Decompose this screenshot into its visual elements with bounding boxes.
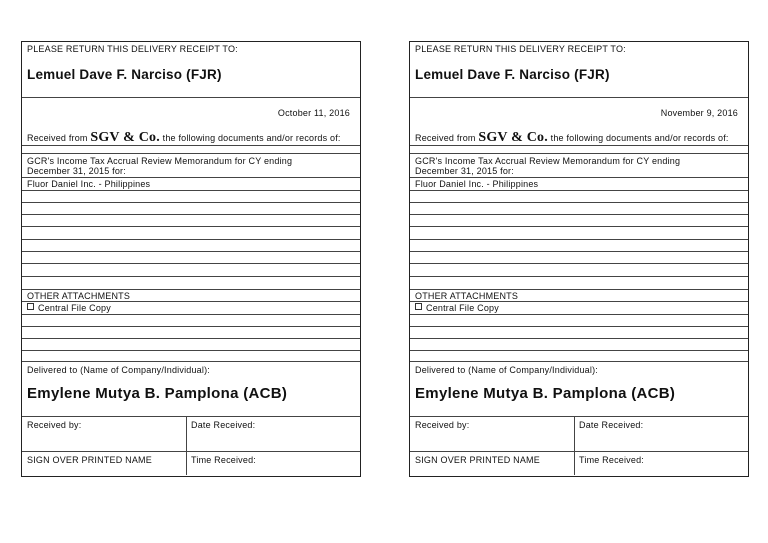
receipt-date: October 11, 2016 <box>277 108 350 118</box>
received-from-line <box>415 130 729 146</box>
blank-line <box>410 191 748 203</box>
sign-over-label: SIGN OVER PRINTED NAME <box>27 455 152 465</box>
return-to-name: Lemuel Dave F. Narciso (FJR) <box>27 67 222 82</box>
doc-row <box>410 178 748 191</box>
receipt-header: PLEASE RETURN THIS DELIVERY RECEIPT TO: <box>27 44 238 54</box>
sign-over-label: SIGN OVER PRINTED NAME <box>415 455 540 465</box>
doc-row <box>22 178 360 191</box>
date-section <box>22 98 360 146</box>
spacer-row <box>22 146 360 154</box>
return-to-section <box>410 42 748 98</box>
receipt-header: PLEASE RETURN THIS DELIVERY RECEIPT TO: <box>415 44 626 54</box>
received-from-prefix: Received from <box>415 133 476 143</box>
blank-line <box>410 351 748 362</box>
time-received-label: Time Received: <box>579 455 644 465</box>
attachment-item <box>415 303 499 313</box>
column-divider <box>574 452 575 475</box>
doc-line-3: Fluor Daniel Inc. - Philippines <box>415 179 539 189</box>
blank-line <box>22 215 360 227</box>
blank-line <box>410 240 748 252</box>
doc-line-2: December 31, 2015 for: <box>415 166 514 176</box>
blank-line <box>22 203 360 215</box>
attachment-item-label: Central File Copy <box>38 303 111 313</box>
blank-line <box>410 227 748 240</box>
blank-line <box>410 264 748 277</box>
received-by-row <box>410 417 748 452</box>
received-from-prefix: Received from <box>27 133 88 143</box>
received-by-label: Received by: <box>415 420 470 430</box>
doc-line-3: Fluor Daniel Inc. - Philippines <box>27 179 151 189</box>
blank-line <box>22 315 360 327</box>
return-to-name: Lemuel Dave F. Narciso (FJR) <box>415 67 610 82</box>
blank-line <box>410 327 748 339</box>
signature-row <box>410 452 748 475</box>
checkbox-icon <box>415 303 422 310</box>
blank-line <box>410 339 748 351</box>
received-by-label: Received by: <box>27 420 82 430</box>
other-attachments-label: OTHER ATTACHMENTS <box>27 291 131 301</box>
attachment-item <box>27 303 111 313</box>
time-received-label: Time Received: <box>191 455 256 465</box>
attachment-item-row <box>410 302 748 315</box>
blank-line <box>22 327 360 339</box>
delivery-receipt-right <box>409 41 749 477</box>
delivered-to-name: Emylene Mutya B. Pamplona (ACB) <box>27 385 288 402</box>
date-received-label: Date Received: <box>579 420 644 430</box>
blank-line <box>410 203 748 215</box>
blank-line <box>22 339 360 351</box>
doc-line-1: GCR's Income Tax Accrual Review Memorandum for CY ending <box>27 156 293 166</box>
doc-row <box>410 154 748 178</box>
delivered-to-label: Delivered to (Name of Company/Individual): <box>415 365 598 375</box>
blank-line <box>22 252 360 264</box>
delivered-to-section <box>22 362 360 417</box>
column-divider <box>186 452 187 475</box>
delivery-receipt-left <box>21 41 361 477</box>
receipt-date: November 9, 2016 <box>660 108 738 118</box>
delivered-to-name: Emylene Mutya B. Pamplona (ACB) <box>415 385 676 402</box>
doc-row <box>22 154 360 178</box>
date-section <box>410 98 748 146</box>
received-from-line <box>27 130 341 146</box>
signature-row <box>22 452 360 475</box>
company-name: SGV & Co. <box>90 130 160 145</box>
column-divider <box>186 417 187 451</box>
received-by-row <box>22 417 360 452</box>
blank-line <box>22 227 360 240</box>
date-received-label: Date Received: <box>191 420 256 430</box>
blank-line <box>22 351 360 362</box>
attachment-item-label: Central File Copy <box>426 303 499 313</box>
doc-line-2: December 31, 2015 for: <box>27 166 126 176</box>
other-attachments-label: OTHER ATTACHMENTS <box>415 291 519 301</box>
blank-line <box>410 277 748 290</box>
blank-line <box>22 264 360 277</box>
blank-line <box>22 191 360 203</box>
blank-line <box>22 277 360 290</box>
other-attachments-row <box>410 290 748 302</box>
spacer-row <box>410 146 748 154</box>
blank-line <box>410 252 748 264</box>
received-from-suffix: the following documents and/or records of: <box>550 133 729 143</box>
doc-line-1: GCR's Income Tax Accrual Review Memorandum for CY ending <box>415 156 681 166</box>
blank-line <box>22 240 360 252</box>
return-to-section <box>22 42 360 98</box>
received-from-suffix: the following documents and/or records of: <box>162 133 341 143</box>
checkbox-icon <box>27 303 34 310</box>
attachment-item-row <box>22 302 360 315</box>
delivered-to-label: Delivered to (Name of Company/Individual): <box>27 365 210 375</box>
blank-line <box>410 215 748 227</box>
blank-line <box>410 315 748 327</box>
other-attachments-row <box>22 290 360 302</box>
company-name: SGV & Co. <box>478 130 548 145</box>
delivered-to-section <box>410 362 748 417</box>
column-divider <box>574 417 575 451</box>
